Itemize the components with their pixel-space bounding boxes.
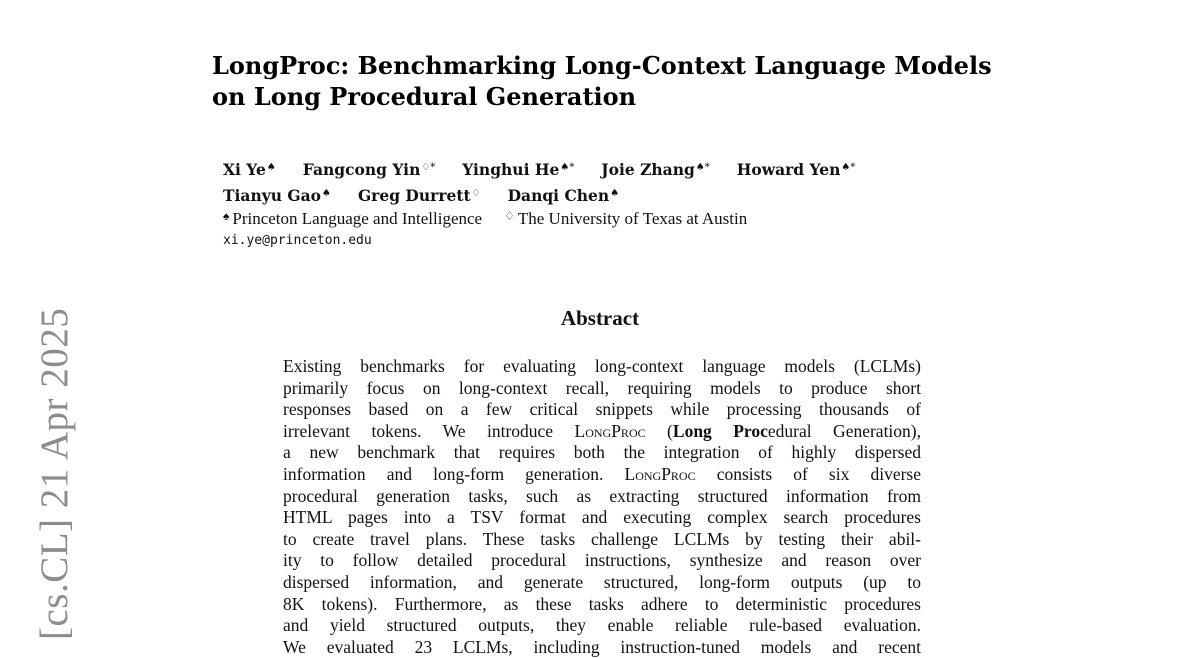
abstract-body (283, 356, 921, 658)
author-email[interactable]: xi.ye@princeton.edu (223, 233, 372, 248)
abstract-line: 8K tokens). Furthermore, as these tasks adhere to deterministic procedures (283, 593, 921, 614)
abstract-line: ity to follow detailed procedural instructions, synthesize and reason over (283, 550, 921, 571)
affiliation-mark: ♢ (471, 188, 481, 199)
abstract-line: HTML pages into a TSV format and executing complex search procedures (283, 507, 921, 528)
affiliation-mark: ♠* (695, 162, 710, 173)
abstract-line: We evaluated 23 LCLMs, including instruction-tuned models and recent (283, 636, 921, 657)
abstract-line: and yield structured outputs, they enable reliable rule-based evaluation. (283, 615, 921, 636)
author: Yinghui He♠* (462, 160, 575, 179)
abstract-line: Existing benchmarks for evaluating long-context language models (LCLMs) (283, 356, 921, 376)
abstract-line: information and long-form generation. LongProc consists of six diverse (283, 463, 921, 484)
author-line-1 (223, 156, 855, 182)
affiliation-name: The University of Texas at Austin (517, 209, 748, 228)
abstract-line: primarily focus on long-context recall, requiring models to produce short (283, 377, 921, 398)
author: Joie Zhang♠* (601, 160, 710, 179)
abstract-line: irrelevant tokens. We introduce LongProc (Long Procedural Generation), (283, 420, 921, 441)
affiliations (223, 204, 855, 231)
author: Fangcong Yin♢* (302, 160, 436, 179)
author: Tianyu Gao♠ (223, 186, 331, 205)
abstract-heading: Abstract (560, 306, 640, 330)
author: Greg Durrett♢ (357, 186, 481, 205)
author: Danqi Chen♠ (507, 186, 620, 205)
affiliation-mark: ♢* (421, 162, 436, 173)
title-line-2: on Long Procedural Generation (212, 82, 637, 111)
affiliation-mark: ♠ (322, 188, 331, 199)
affiliation-mark: ♠ (266, 162, 276, 173)
author: Howard Yen♠* (736, 160, 856, 179)
paper-title (212, 50, 992, 112)
author: Xi Ye♠ (223, 160, 276, 179)
affiliation-symbol: ♠ (223, 209, 230, 223)
affiliation-mark: ♠* (560, 162, 575, 173)
title-line-1: LongProc: Benchmarking Long-Context Language Models (212, 51, 992, 80)
abstract-line: to create travel plans. These tasks challenge LCLMs by testing their abil- (283, 528, 921, 549)
abstract-line: a new benchmark that requires both the integration of highly dispersed (283, 442, 921, 463)
abstract-line: dispersed information, and generate structured, long-form outputs (up to (283, 571, 921, 592)
affiliation-mark: ♠* (841, 162, 856, 173)
abstract-line: procedural generation tasks, such as extracting structured information from (283, 485, 921, 506)
arxiv-identifier: [cs.CL] 21 Apr 2025 (33, 307, 76, 640)
affiliation-name: Princeton Language and Intelligence (232, 209, 483, 228)
affiliation-mark: ♠ (610, 188, 620, 199)
author-block (223, 156, 855, 251)
affiliation-symbol: ♢ (504, 209, 515, 223)
abstract-line: responses based on a few critical snippets while processing thousands of (283, 399, 921, 420)
